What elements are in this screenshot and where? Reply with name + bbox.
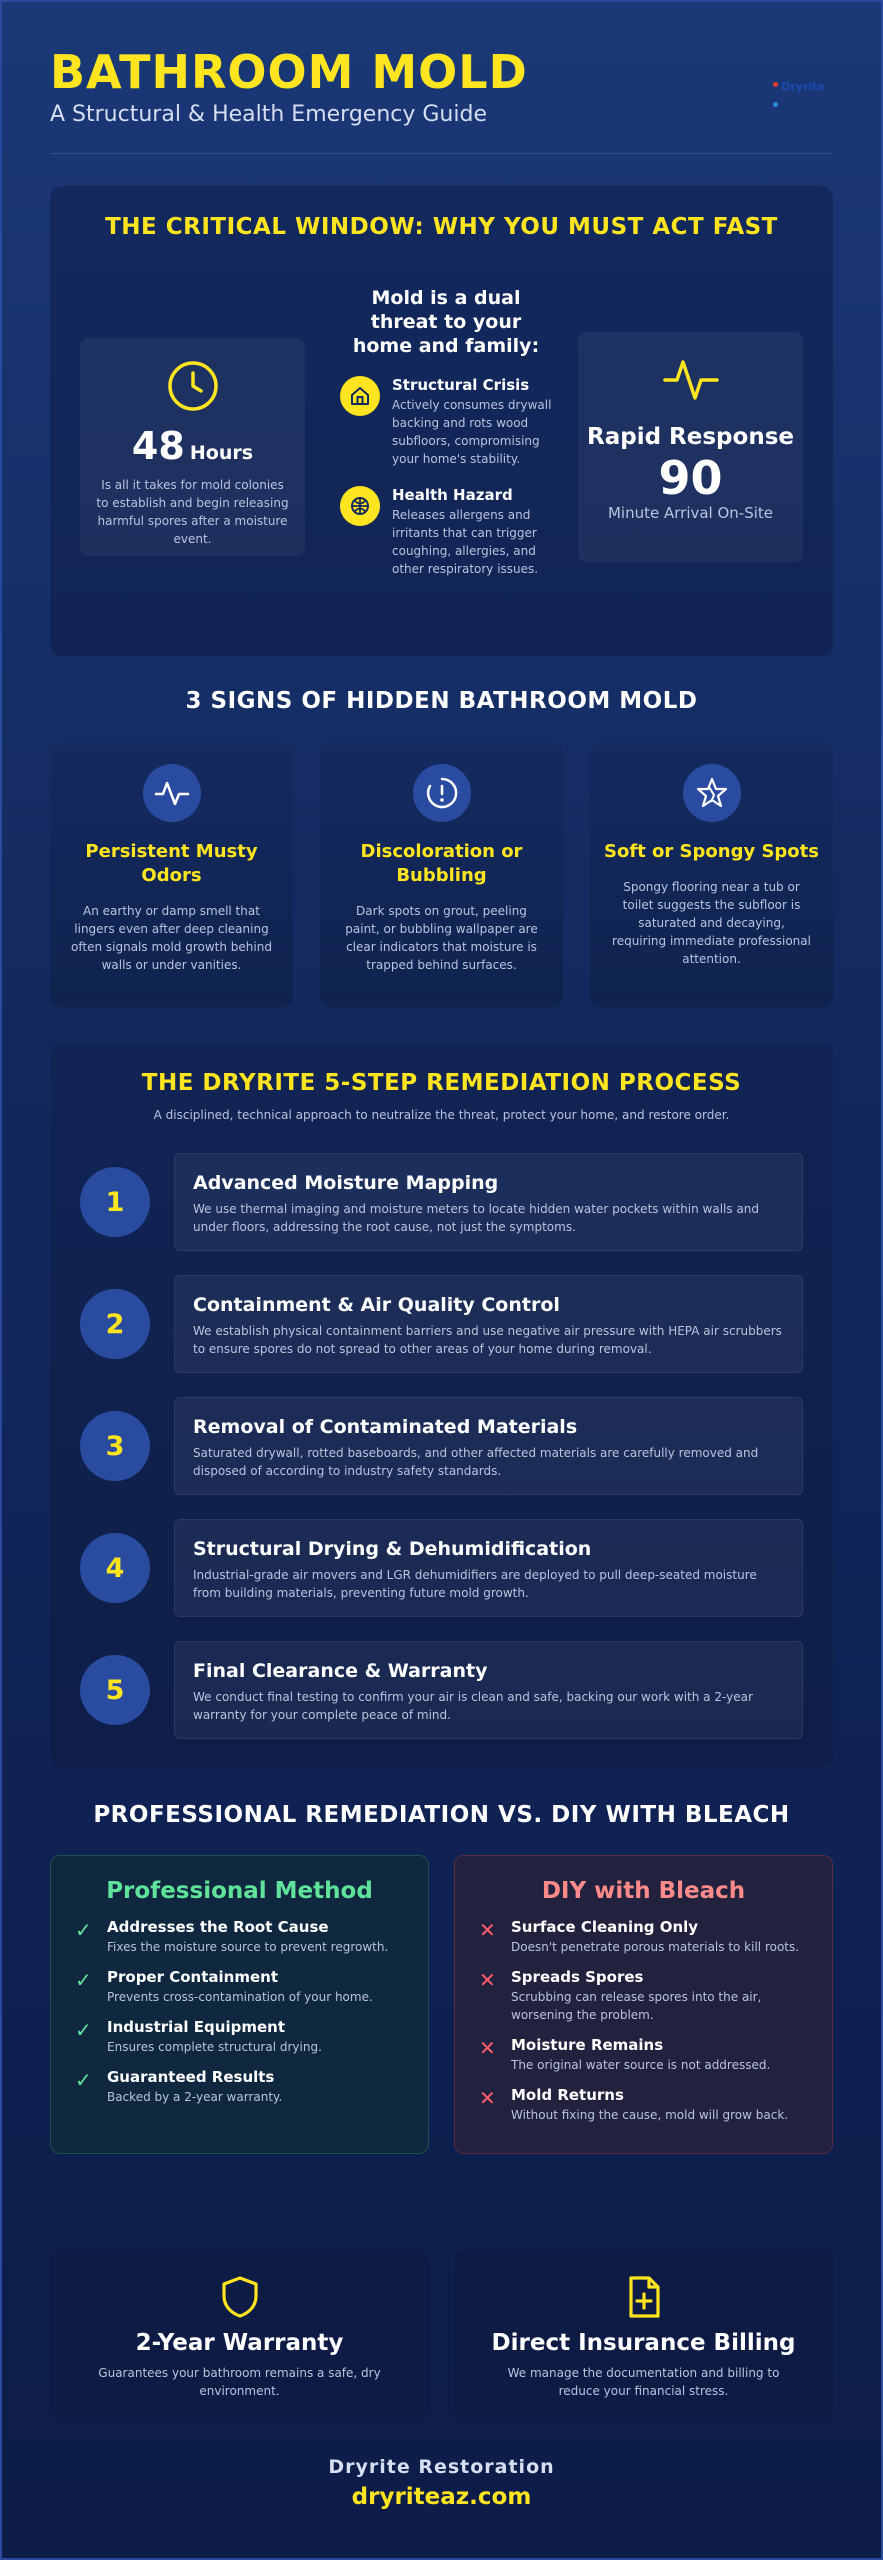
check-icon: ✓ (75, 2068, 92, 2092)
logo-text: Dryrite (781, 80, 825, 93)
diy-item-title: Surface Cleaning Only (511, 1918, 699, 1936)
process-title: THE DRYRITE 5-STEP REMEDIATION PROCESS (141, 1070, 742, 1096)
step-number: 2 (80, 1289, 150, 1359)
pro-item-description: Fixes the moisture source to prevent regrowth. (107, 1940, 389, 1954)
step-description: Saturated drywall, rotted baseboards, and other affected materials are carefully removed and disposed of according to industry safety standards. (193, 1446, 759, 1478)
footer-company: Dryrite Restoration (328, 2456, 555, 2478)
pro-item-title: Guaranteed Results (107, 2068, 275, 2086)
diy-item-description: Doesn't penetrate porous materials to kill roots. (511, 1940, 800, 1954)
x-icon: ✕ (479, 1968, 496, 1992)
diy-item (477, 2036, 810, 2074)
x-icon: ✕ (479, 2036, 496, 2060)
header (50, 44, 833, 154)
pro-item-title: Industrial Equipment (107, 2018, 285, 2036)
step-number: 3 (80, 1411, 150, 1481)
insurance-feature-card (454, 2250, 833, 2418)
critical-window-panel (50, 186, 833, 656)
hours-unit: Hours (189, 442, 254, 464)
professional-method-title: Professional Method (106, 1878, 373, 1904)
threat-title: Structural Crisis (392, 376, 530, 394)
home-icon (340, 376, 380, 416)
pro-item-description: Ensures complete structural drying. (107, 2040, 322, 2054)
page-title: BATHROOM MOLD (50, 45, 528, 99)
step-card (174, 1153, 803, 1251)
pro-item (73, 2018, 406, 2056)
step-card (174, 1519, 803, 1617)
diy-bleach-card (454, 1855, 833, 2154)
threat-description: Actively consumes drywall backing and rots wood subfloors, compromising your home's stability. (392, 398, 552, 466)
threat-description: Releases allergens and irritants that can trigger coughing, allergies, and other respiratory issues. (392, 508, 539, 576)
pulse-icon (661, 354, 721, 404)
signs-title: 3 SIGNS OF HIDDEN BATHROOM MOLD (185, 688, 698, 714)
clock-icon (165, 358, 221, 414)
x-icon: ✕ (479, 2086, 496, 2110)
page-subtitle: A Structural & Health Emergency Guide (50, 102, 487, 127)
threat-title: Health Hazard (392, 486, 513, 504)
sign-description: Dark spots on grout, peeling paint, or bubbling wallpaper are clear indicators that moisture is trapped behind surfaces. (345, 904, 538, 972)
sign-description: Spongy flooring near a tub or toilet suggests the subfloor is saturated and decaying, requiring immediate professional attention. (612, 880, 811, 966)
dual-threat-heading: Mold is a dual threat to your home and family: (352, 287, 540, 357)
footer-url-link[interactable]: dryriteaz.com (351, 2484, 532, 2510)
check-icon: ✓ (75, 2018, 92, 2042)
step-title: Final Clearance & Warranty (193, 1660, 488, 1682)
response-description: Minute Arrival On-Site (607, 504, 774, 522)
pro-item-title: Addresses the Root Cause (107, 1918, 329, 1936)
diy-item-description: Without fixing the cause, mold will grow back. (511, 2108, 789, 2122)
sign-card-odors (50, 742, 293, 1007)
pro-item-description: Prevents cross-contamination of your home. (107, 1990, 373, 2004)
step-card (174, 1397, 803, 1495)
step-description: We use thermal imaging and moisture meters to locate hidden water pockets within walls and under floors, addressing the root cause, not just the symptoms. (193, 1202, 760, 1234)
step-title: Removal of Contaminated Materials (193, 1416, 578, 1438)
step-description: Industrial-grade air movers and LGR dehumidifiers are deployed to pull deep-seated moisture from building materials, preventing future mold growth. (193, 1568, 757, 1600)
hours-description: Is all it takes for mold colonies to establish and begin releasing harmful spores after a moisture event. (96, 478, 289, 546)
response-title: Rapid Response (587, 424, 794, 450)
sign-card-discoloration (320, 742, 563, 1007)
pro-item (73, 1918, 406, 1956)
compare-title: PROFESSIONAL REMEDIATION VS. DIY WITH BLEACH (93, 1802, 790, 1828)
pro-item (73, 1968, 406, 2006)
sign-title: Soft or Spongy Spots (604, 841, 819, 862)
sign-title: Persistent Musty Odors (85, 841, 258, 886)
diy-item-description: Scrubbing can release spores into the air, worsening the problem. (511, 1990, 762, 2022)
diy-item-title: Mold Returns (511, 2086, 624, 2104)
step-title: Containment & Air Quality Control (193, 1294, 560, 1316)
response-value: 90 (658, 451, 723, 505)
step-card (174, 1275, 803, 1373)
diy-item-title: Spreads Spores (511, 1968, 644, 1986)
hours-stat-box (80, 338, 305, 556)
diy-item (477, 2086, 810, 2124)
hours-value: 48 (131, 424, 185, 468)
response-stat-box (578, 332, 803, 562)
diy-item-description: The original water source is not addressed. (511, 2058, 771, 2072)
x-icon: ✕ (479, 1918, 496, 1942)
sign-description: An earthy or damp smell that lingers even after deep cleaning often signals mold growth behind walls or under vanities. (71, 904, 272, 972)
check-icon: ✓ (75, 1918, 92, 1942)
step-card (174, 1641, 803, 1739)
step-number: 5 (80, 1655, 150, 1725)
feature-title: 2-Year Warranty (135, 2330, 344, 2356)
dual-threat-column (340, 286, 552, 578)
process-panel (50, 1042, 833, 1767)
sign-card-spongy (590, 742, 833, 1007)
step-description: We establish physical containment barriers and use negative air pressure with HEPA air scrubbers to ensure spores do not spread to other areas of your home during removal. (193, 1324, 782, 1356)
threat-structural (340, 376, 552, 468)
shield-icon (217, 2274, 263, 2320)
diy-item-title: Moisture Remains (511, 2036, 664, 2054)
alert-clock-icon (413, 764, 471, 822)
process-subtitle: A disciplined, technical approach to neutralize the threat, protect your home, and restore order. (153, 1108, 730, 1122)
logo-dot-blue (773, 102, 778, 107)
step-number: 1 (80, 1167, 150, 1237)
pro-item-title: Proper Containment (107, 1968, 278, 1986)
diy-item (477, 1918, 810, 1956)
pro-item-description: Backed by a 2-year warranty. (107, 2090, 283, 2104)
diy-item (477, 1968, 810, 2024)
file-plus-icon (621, 2274, 667, 2320)
feature-description: We manage the documentation and billing to reduce your financial stress. (507, 2366, 780, 2398)
diy-bleach-title: DIY with Bleach (541, 1878, 746, 1904)
logo-dot-red (773, 82, 778, 87)
warranty-feature-card (50, 2250, 429, 2418)
step-title: Structural Drying & Dehumidification (193, 1538, 592, 1560)
critical-window-title: THE CRITICAL WINDOW: WHY YOU MUST ACT FAST (105, 214, 778, 240)
pulse-icon (143, 764, 201, 822)
sign-title: Discoloration or Bubbling (360, 841, 523, 886)
step-description: We conduct final testing to confirm your air is clean and safe, backing our work with a 2-year warranty for your complete peace of mind. (193, 1690, 753, 1722)
biohazard-icon (340, 486, 380, 526)
step-number: 4 (80, 1533, 150, 1603)
check-icon: ✓ (75, 1968, 92, 1992)
feature-description: Guarantees your bathroom remains a safe, dry environment. (98, 2366, 381, 2398)
feature-title: Direct Insurance Billing (491, 2330, 796, 2356)
broken-star-icon (683, 764, 741, 822)
threat-health (340, 486, 552, 578)
dryrite-logo[interactable] (773, 72, 825, 112)
pro-item (73, 2068, 406, 2106)
step-title: Advanced Moisture Mapping (193, 1172, 499, 1194)
professional-method-card (50, 1855, 429, 2154)
